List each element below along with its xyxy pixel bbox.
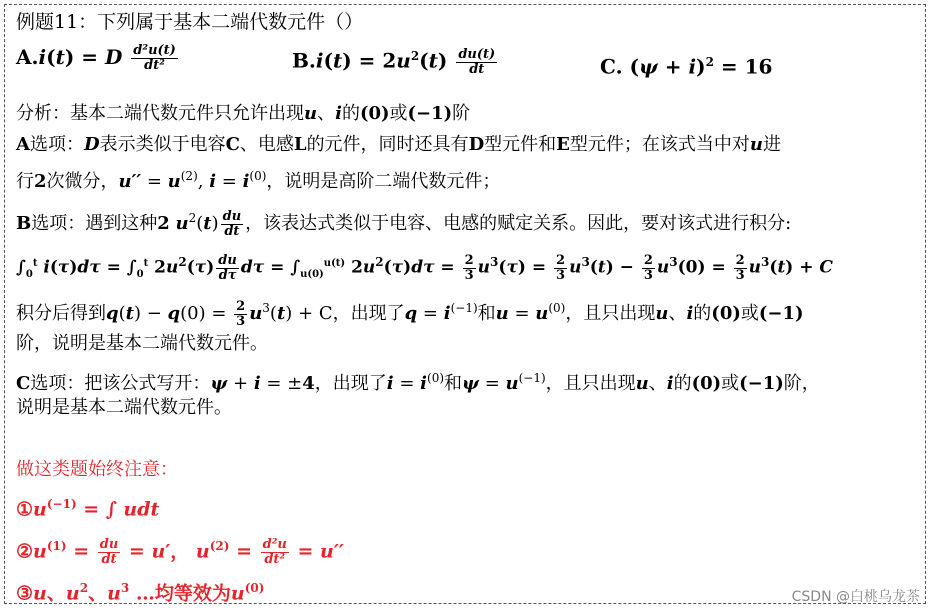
note-2: $②u^{(1)}$ = $\frac{du}{dt}$ = u′， $u^{(2)}$ = $\frac{\text{d²u}}{\text{dt²}}$ = u′′ bbox=[16, 536, 344, 567]
problem-title: 例题11：下列属于基本二端代数元件（） bbox=[16, 11, 364, 33]
option-b-analysis-line2: 积分后得到q(t) − q(0) = $\frac{2}{3}$ $u^3(t) + C$，出现了$q = i^{(-1)}$和$u = u^{(0)}$，且只出现u、i的(0)或(−1) bbox=[16, 298, 804, 329]
integral-equation: $\int_0^t$ $i(\tau)d\tau = \int_0^t$ $2u^2(\tau)$ $\frac{du}{d\tau}$ $d\tau = \int_{u(0)}^{u(t)}$ $2u^2(\tau)d\tau$ = $\frac{2}{3}$ $u^3(\tau)$ = $\frac{2}{3}$ $u^3(t)$ − $\frac{2}{3}$ $u^3(0)$ = $\frac{2}{3}$ $u^3(t) + C$ bbox=[16, 252, 833, 283]
option-a-analysis-line1: A选项：D表示类似于电容C、电感L的元件，同时还具有D型元件和E型元件；在该式当中对u进 bbox=[16, 134, 781, 155]
option-c: C. $(\psi + i)^2 = 16$ bbox=[600, 54, 773, 79]
option-c-analysis-line1: C选项：把该公式写开：ψ + i = ±4，出现了$i = i^{(0)}$和$\psi = u^{(-1)}$，且只出现u、i的(0)或(−1)阶， bbox=[16, 371, 820, 394]
option-a: A.i(t) = D $\frac{\text{d²u(t)}}{\text{dt²}}$ bbox=[16, 43, 176, 73]
option-b-analysis-line3: 阶，说明是基本二端代数元件。 bbox=[16, 333, 268, 354]
note-3: ③u、$u^2$、$u^3$ …均等效为$u^{(0)}$ bbox=[16, 581, 265, 605]
option-b-analysis-line1: B选项：遇到这种2 $u^2(t)$ $\frac{du}{dt}$ ，该表达式类似于电容、电感的赋定关系。因此，要对该式进行积分: bbox=[16, 208, 792, 239]
option-c-analysis-line2: 说明是基本二端代数元件。 bbox=[16, 397, 232, 418]
analysis-line: 分析：基本二端代数元件只允许出现u、i的(0)或(−1)阶 bbox=[16, 103, 471, 124]
note-1: $①u^{(-1)}$ = ∫ udt bbox=[16, 497, 160, 521]
option-b: $B.i(t) = 2u^2(t)$ $\frac{du(t)}{dt}$ bbox=[292, 46, 496, 77]
watermark: CSDN @白桃乌龙茶 bbox=[791, 589, 920, 605]
notes-heading: 做这类题始终注意： bbox=[16, 459, 178, 480]
option-a-analysis-line2: 行2次微分，$u'' = u^{(2)}$, $i = i^{(0)}$，说明是高阶二端代数元件； bbox=[16, 169, 501, 192]
